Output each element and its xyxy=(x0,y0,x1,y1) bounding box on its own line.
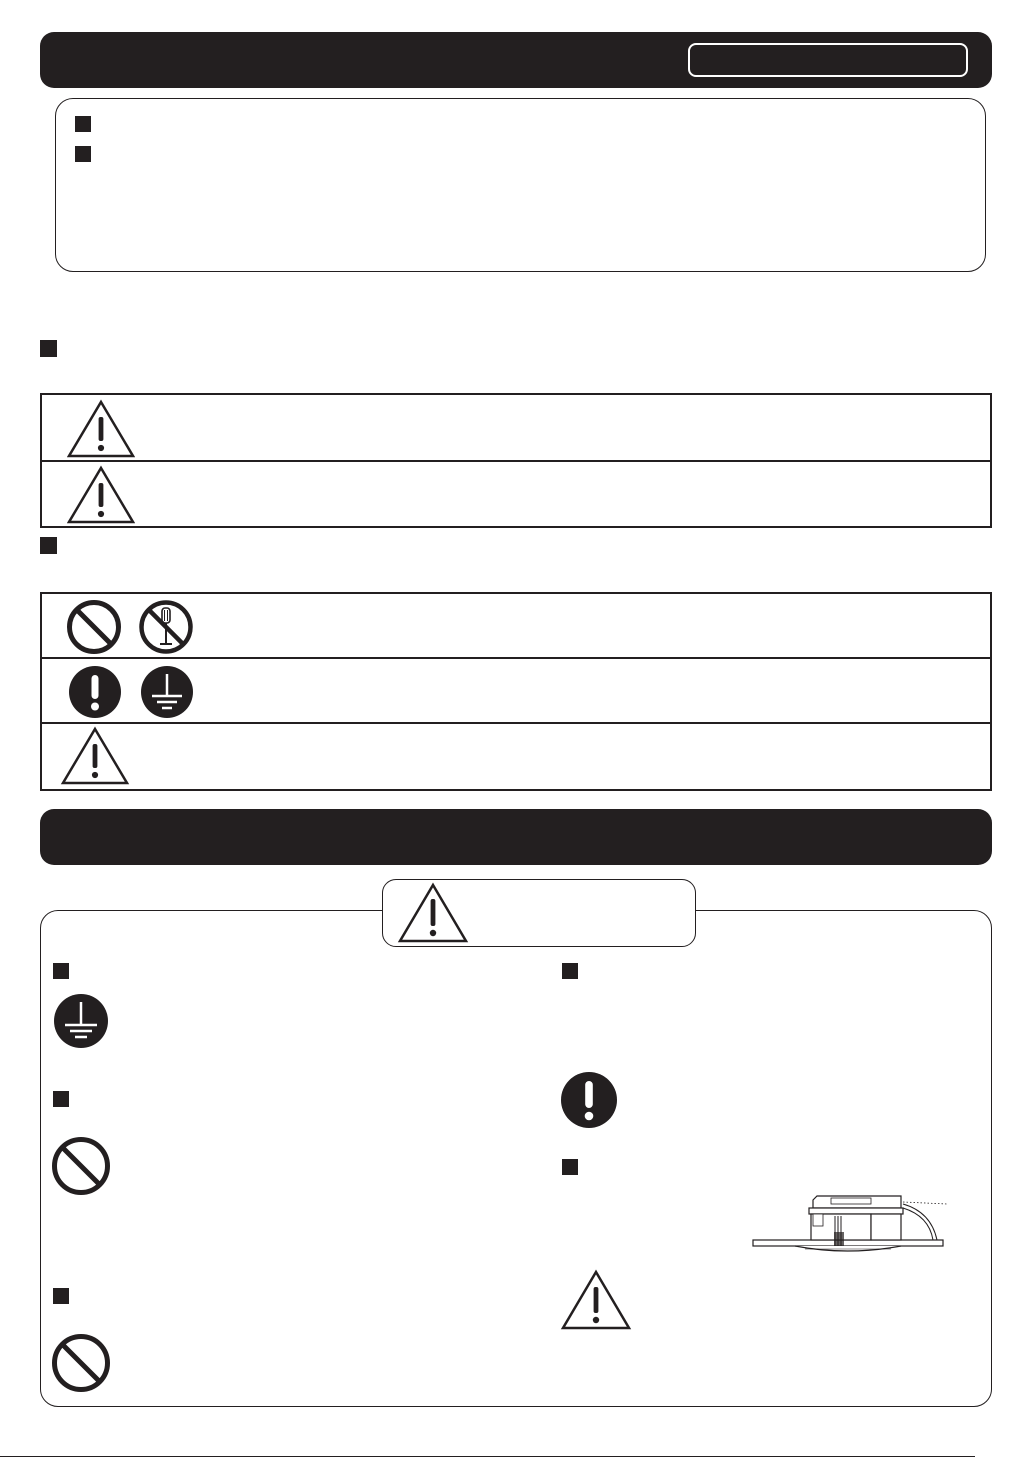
bullet-square xyxy=(75,116,91,132)
table-row xyxy=(42,395,990,462)
bullet-square xyxy=(40,537,57,554)
no-disassembly-icon xyxy=(138,599,194,655)
warning-triangle-icon xyxy=(67,399,135,459)
mandatory-action-icon xyxy=(68,665,122,719)
section-banner-installation xyxy=(40,809,992,865)
bullet-square xyxy=(75,146,91,162)
section-banner-safety xyxy=(40,32,992,88)
ceiling-mount-diagram xyxy=(751,1194,951,1266)
table-row xyxy=(42,594,990,659)
prohibition-circle-icon xyxy=(66,599,122,655)
ground-connection-icon xyxy=(140,665,194,719)
banner-label-text xyxy=(690,45,966,57)
bullet-square xyxy=(562,963,578,979)
mandatory-action-icon xyxy=(560,1071,618,1129)
bullet-square xyxy=(562,1159,578,1175)
warning-tab xyxy=(382,879,696,947)
table-row xyxy=(42,659,990,724)
warning-triangle-icon xyxy=(60,726,130,786)
prohibition-circle-icon xyxy=(51,1136,111,1196)
footer-rule xyxy=(0,1456,975,1457)
table-row xyxy=(42,462,990,526)
warning-triangle-icon xyxy=(67,465,135,525)
signal-word-table xyxy=(40,393,992,528)
prohibition-circle-icon xyxy=(51,1333,111,1393)
bullet-square xyxy=(40,340,57,357)
intro-box xyxy=(55,98,986,272)
banner-label-box xyxy=(688,43,968,77)
symbol-table xyxy=(40,592,992,791)
installation-warnings-box xyxy=(40,910,992,1407)
bullet-square xyxy=(53,963,69,979)
warning-triangle-icon xyxy=(397,882,469,944)
bullet-square xyxy=(53,1091,69,1107)
bullet-square xyxy=(53,1288,69,1304)
warning-triangle-icon xyxy=(560,1269,632,1331)
ground-connection-icon xyxy=(53,993,109,1049)
table-row xyxy=(42,724,990,789)
